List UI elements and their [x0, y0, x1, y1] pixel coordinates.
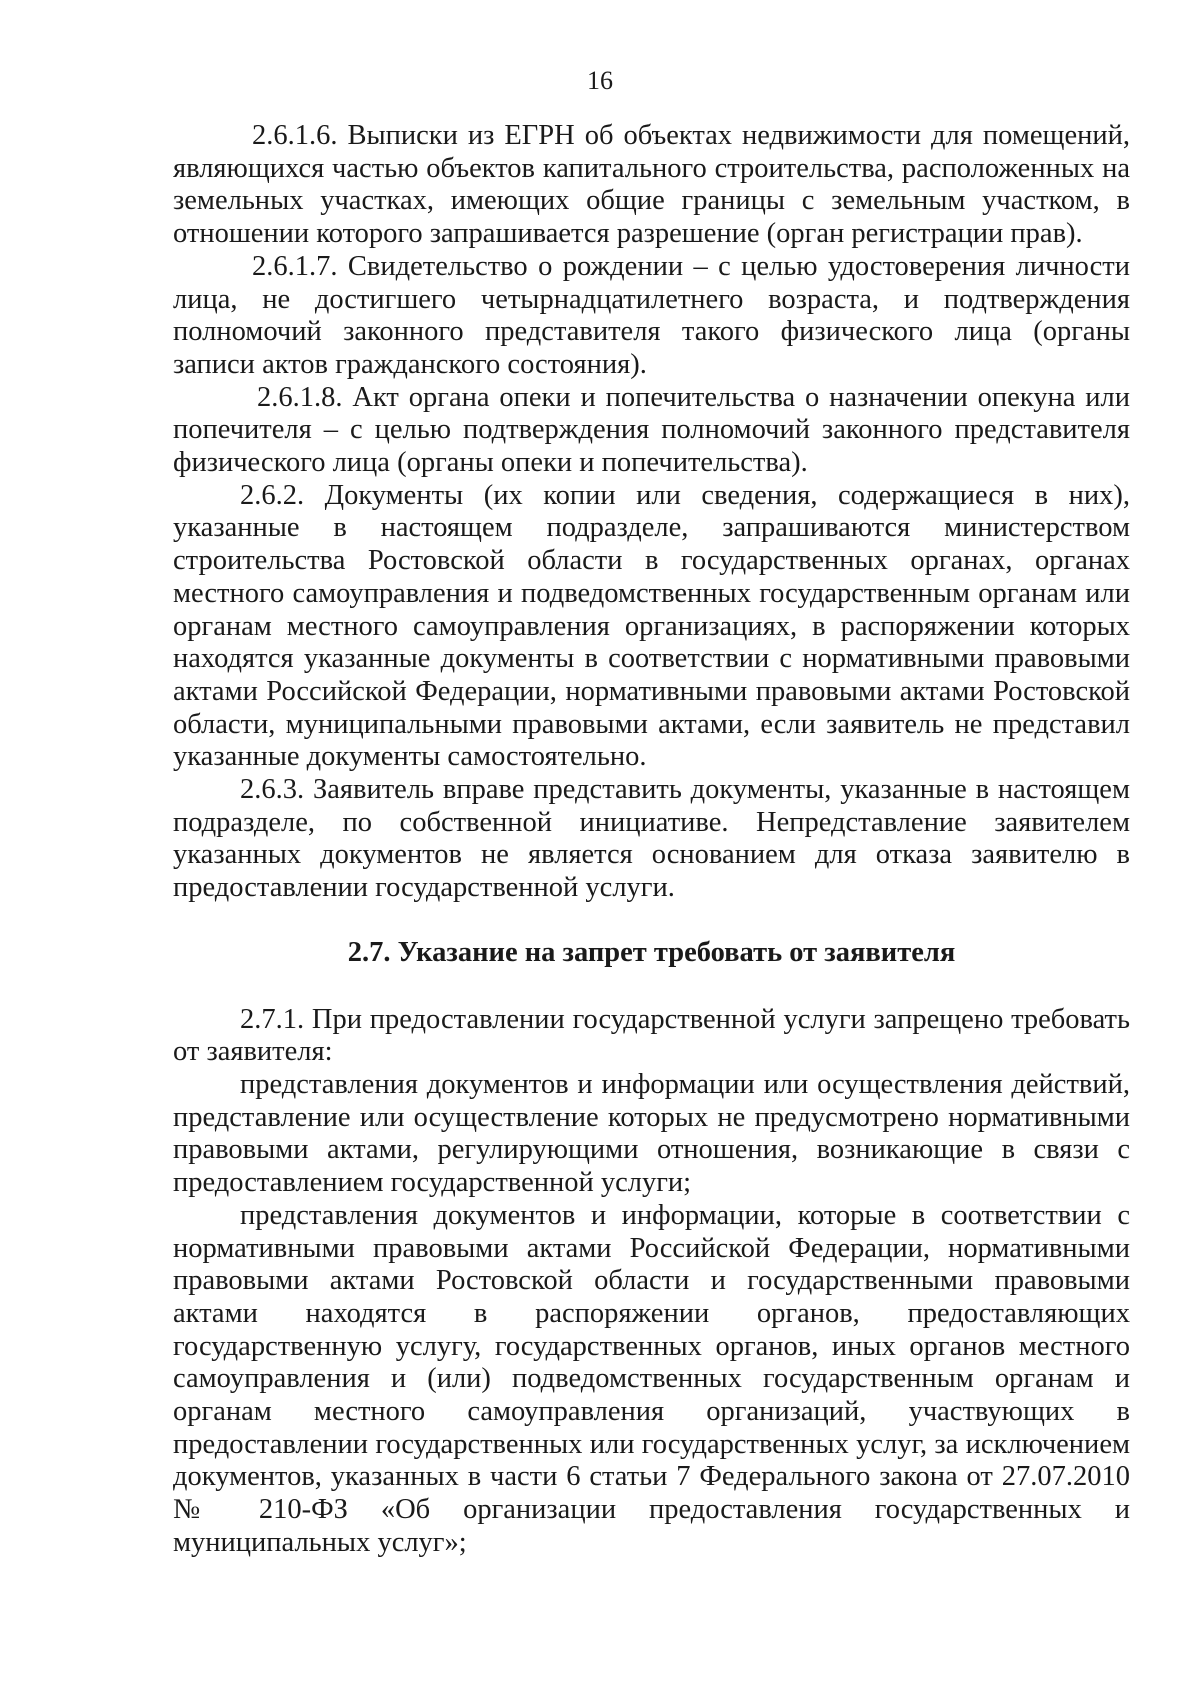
- paragraph-2-6-3: 2.6.3. Заявитель вправе представить документы, указанные в настоящем подразделе, по собственной инициативе. Непредставление заявителем указанных документов не является основанием для отказа заявителю в предоставлении государственной услуги.: [173, 774, 1130, 904]
- page-number: 16: [587, 66, 613, 95]
- paragraph-2-6-1-6: 2.6.1.6. Выписки из ЕГРН об объектах недвижимости для помещений, являющихся частью объектов капитального строительства, расположенных на земельных участках, имеющих общие границы с земельным участком, в отношении которого запрашивается разрешение (орган регистрации прав).: [173, 120, 1130, 250]
- document-body: [173, 120, 1130, 1560]
- paragraph-2-6-1-8: 2.6.1.8. Акт органа опеки и попечительства о назначении опекуна или попечителя – с целью подтверждения полномочий законного представителя физического лица (органы опеки и попечительства).: [173, 381, 1130, 479]
- paragraph-2-7-1: 2.7.1. При предоставлении государственной услуги запрещено требовать от заявителя:: [173, 1003, 1130, 1068]
- paragraph-2-6-1-7: 2.6.1.7. Свидетельство о рождении – с целью удостоверения личности лица, не достигшего четырнадцатилетнего возраста, и подтверждения полномочий законного представителя такого физического лица (органы записи актов гражданского состояния).: [173, 250, 1130, 380]
- section-title: 2.7. Указание на запрет требовать от заявителя: [347, 936, 956, 968]
- paragraph-requirement-2: представления документов и информации, которые в соответствии с нормативными правовыми актами Российской Федерации, нормативными правовыми актами Ростовской области и государственными правовыми актами находятся в распоряжении органов, предоставляющих государственную услугу, государственных органов, иных органов местного самоуправления и (или) подведомственных государственным органам и органам местного самоуправления организаций, участвующих в предоставлении государственных или государственных услуг, за исключением документов, указанных в части 6 статьи 7 Федерального закона от 27.07.2010 № 210-ФЗ «Об организации предоставления государственных и муниципальных услуг»;: [173, 1199, 1130, 1558]
- paragraph-requirement-1: представления документов и информации или осуществления действий, представление или осуществление которых не предусмотрено нормативными правовыми актами, регулирующими отношения, возникающие в связи с предоставлением государственной услуги;: [173, 1068, 1130, 1199]
- paragraph-2-6-2: 2.6.2. Документы (их копии или сведения, содержащиеся в них), указанные в настоящем подразделе, запрашиваются министерством строительства Ростовской области в государственных органах, органах местного самоуправления и подведомственных государственным органам или органам местного самоуправления организациях, в распоряжении которых находятся указанные документы в соответствии с нормативными правовыми актами Российской Федерации, нормативными правовыми актами Ростовской области, муниципальными правовыми актами, если заявитель не представил указанные документы самостоятельно.: [173, 479, 1130, 773]
